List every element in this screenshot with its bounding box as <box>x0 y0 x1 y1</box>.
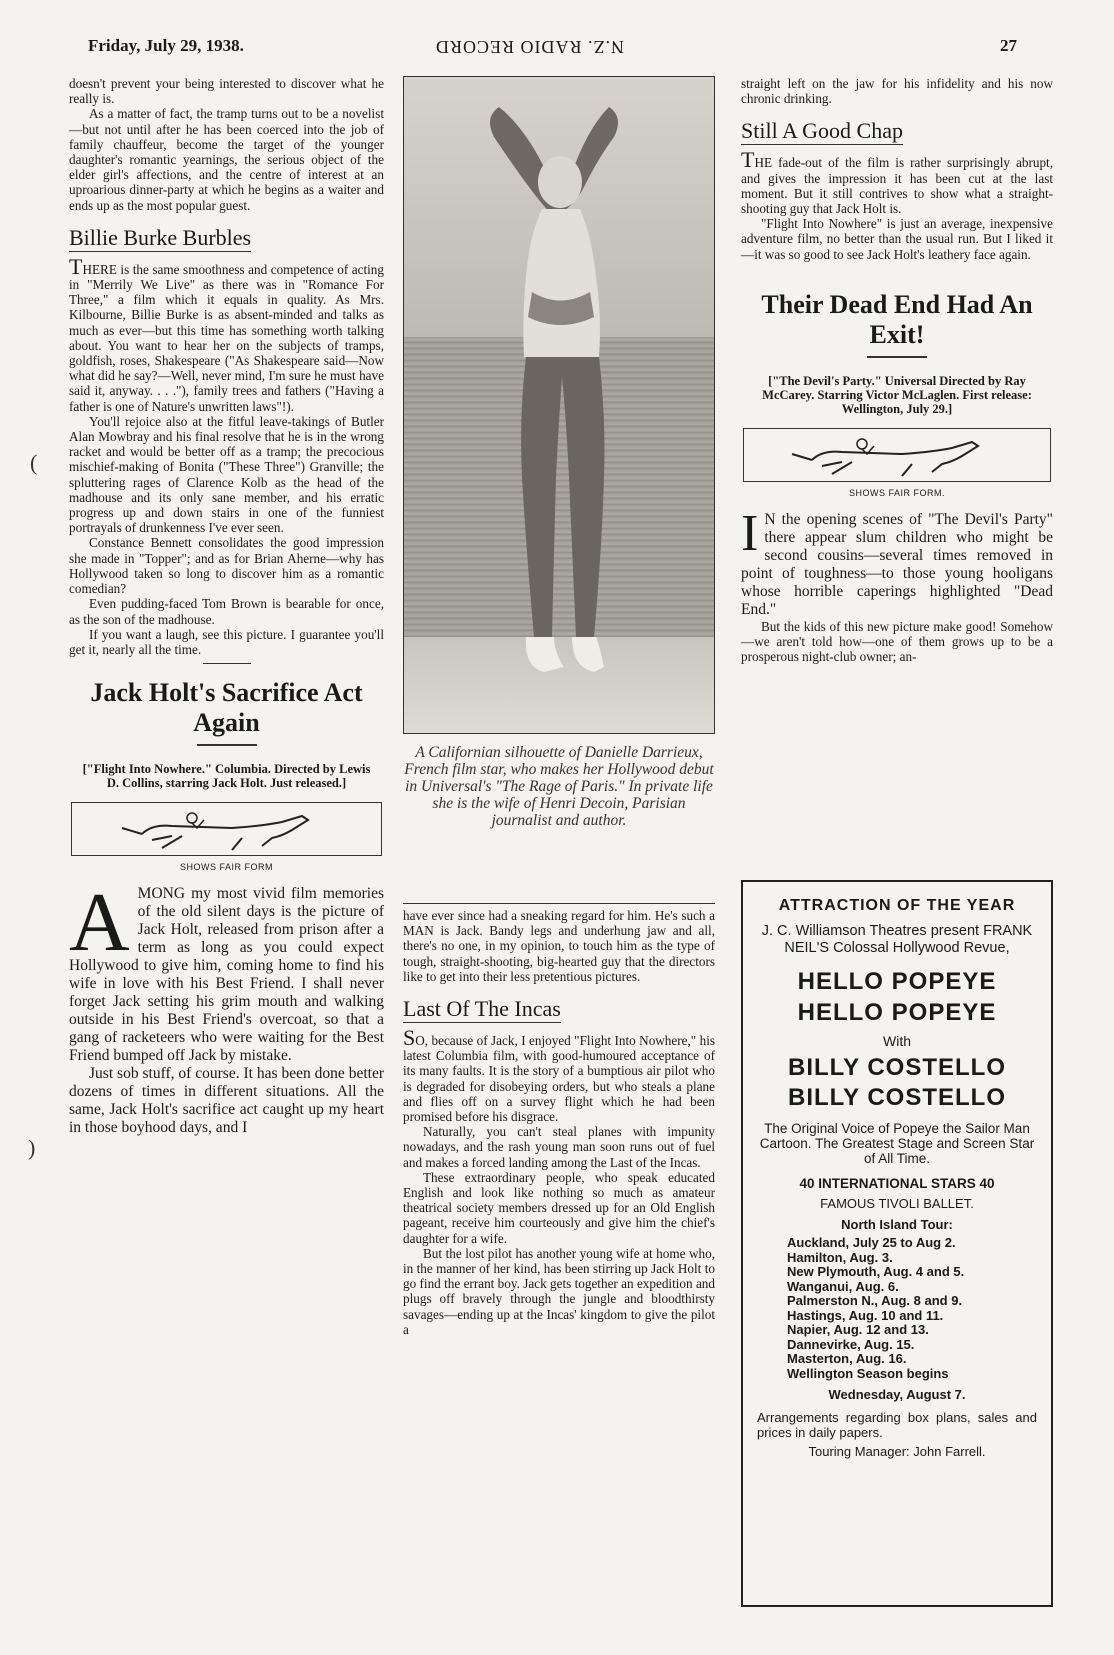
subheading: Still A Good Chap <box>741 118 903 144</box>
article-paragraph: have ever since had a sneaking regard for him. He's such a MAN is Jack. Bandy legs and underhung jaw and all, there's no one, in my opinion, to touch him as the type of tough, straight-shooting, big-hearted guy that the directors like to get into their less pretentious pictures. <box>403 908 715 984</box>
ad-title: ATTRACTION OF THE YEAR <box>778 897 1016 914</box>
tour-stop: Hastings, Aug. 10 and 11. <box>787 1307 944 1323</box>
ad-tour-list <box>787 1236 1041 1381</box>
cartoon-caption: SHOWS FAIR FORM. <box>848 487 945 498</box>
tour-stop: Wellington Season begins <box>787 1365 949 1381</box>
paragraph-text: N the opening scenes of "The Devil's Party" there appear slum children who might be second cousins—several times removed in point of toughness—to those young hooligans whose horrible caperings highlighted "Dead End." <box>741 511 1053 619</box>
article-headline: Their Dead End Had An Exit! <box>761 289 1033 349</box>
ad-with: With <box>883 1033 911 1049</box>
article-paragraph: Just sob stuff, of course. It has been done better dozens of times in different situations. All the same, Jack Holt's sacrifice act caught up my heart in those boyhood days, and I <box>69 1065 384 1137</box>
tour-stop: Masterton, Aug. 16. <box>787 1351 907 1366</box>
tour-stop: Palmerston N., Aug. 8 and 9. <box>787 1293 963 1308</box>
article-paragraph: straight left on the jaw for his infidelity and his now chronic drinking. <box>741 76 1053 107</box>
margin-bracket-mark: ) <box>28 1135 36 1160</box>
popeye-revue-advertisement <box>741 880 1053 1607</box>
drop-cap: A <box>69 876 130 970</box>
woman-silhouette <box>404 77 716 735</box>
article-headline: Jack Holt's Sacrifice Act Again <box>90 678 363 738</box>
header-page-number: 27 <box>1000 36 1017 55</box>
drop-cap: I <box>741 505 759 563</box>
ad-description: The Original Voice of Popeye the Sailor Man Cartoon. The Greatest Stage and Screen Star of All Time. <box>759 1121 1035 1166</box>
subheading: Billie Burke Burbles <box>69 224 252 250</box>
margin-bracket-mark: ( <box>30 450 38 475</box>
racehorse-icon <box>782 432 1012 480</box>
tour-stop: Napier, Aug. 12 and 13. <box>787 1322 929 1337</box>
initial-letter: T <box>741 147 755 173</box>
article-paragraph: doesn't prevent your being interested to discover what he really is. <box>69 76 384 107</box>
column-2 <box>403 908 715 1337</box>
divider <box>203 663 251 664</box>
header-date: Friday, July 29, 1938. <box>88 36 244 55</box>
initial-letter: S <box>403 1025 416 1051</box>
horse-rating-cartoon <box>71 802 382 856</box>
article-paragraph <box>403 1025 715 1125</box>
article-paragraph: These extraordinary people, who speak educated English and look like nothing so much as amateur theatrical society members dressed up for an Old English pageant, receive him courteously and give him the chief's daughter for a wife. <box>403 1169 715 1246</box>
photo-caption: A Californian silhouette of Danielle Darrieux, French film star, who makes her Hollywood debut in Universal's "The Rage of Paris." In private life she is the wife of Henri Decoin, Parisian journalist and author. <box>404 744 714 829</box>
tour-stop: Dannevirke, Aug. 15. <box>787 1336 915 1352</box>
subheading: Last Of The Incas <box>403 996 561 1022</box>
cartoon-caption: SHOWS FAIR FORM <box>180 862 273 873</box>
article-paragraph <box>69 876 384 1065</box>
article-paragraph: "Flight Into Nowhere" is just an average, inexpensive adventure film, no better than the usual run. But I liked it—it was so good to see Jack Holt's leathery face again. <box>741 216 1053 262</box>
paragraph-text: O, because of Jack, I enjoyed "Flight Into Nowhere," his latest Columbia film, with good-humoured acceptance of its many faults. It is the story of a bumptious air pilot who is degraded for disobeying orders, but who steals a plane and flies off on a survey flight which he had been promised before his disgrace. <box>403 1033 715 1125</box>
article-paragraph: But the lost pilot has another young wife at home who, in the manner of her kind, has been stirring up Jack Holt to go find the errant boy. Jack gets together an expedition and plugs off bravely through the jungle and bloodthirsty savages—ending up at the Incas' kingdom to give the pilot a <box>403 1245 715 1337</box>
article-paragraph <box>741 147 1053 217</box>
ad-star-name: BILLY COSTELLO <box>787 1054 1007 1081</box>
article-paragraph <box>69 253 384 414</box>
tour-stop: Wanganui, Aug. 6. <box>787 1278 899 1294</box>
film-credits: ["Flight Into Nowhere." Columbia. Directed by Lewis D. Collins, starring Jack Holt. Just released.] <box>82 762 371 791</box>
horse-rating-cartoon <box>743 428 1051 482</box>
ad-season-date: Wednesday, August 7. <box>828 1387 966 1402</box>
paragraph-text: HERE is the same smoothness and competence of acting in "Merrily We Live" as there was in "Romance For Three," a film which it equals in quality. As Mrs. Kilbourne, Billie Burke is as absent-minded and talks as much as ever—but this time has something worth talking about. You want to hear her on the subjects of tramps, goldfish, roses, Shakespeare ("As Shakespeare said—Now what did he say?—Well, never mind, I'm sure he must have said it, anyway. . . ."), family trees and fathers ("Having a father is one of Nature's unwritten laws"!). <box>69 261 384 414</box>
film-credits: ["The Devil's Party." Universal Directed by Ray McCarey. Starring Victor McLaglen. First release: Wellington, July 29.] <box>762 373 1032 416</box>
ad-arrangements: Arrangements regarding box plans, sales and prices in daily papers. <box>757 1410 1037 1440</box>
divider <box>197 744 257 746</box>
ad-manager: Touring Manager: John Farrell. <box>808 1444 986 1459</box>
column-1 <box>69 76 384 1137</box>
paragraph-text: MONG my most vivid film memories of the old silent days is the picture of Jack Holt, released from prison after a term as long as you could expect Hollywood to give him, coming home to find his wife in love with his Best Friend. I shall never forget Jack setting his grim mouth and walking outside in his Best Friend's overcoat, so that a gang of racketeers who were waiting for the Best Friend bumped off Jack by mistake. <box>69 885 384 1065</box>
ad-show-title: HELLO POPEYE <box>797 999 997 1026</box>
ad-ballet: FAMOUS TIVOLI BALLET. <box>820 1196 974 1211</box>
column-3 <box>741 76 1053 665</box>
divider <box>867 356 927 358</box>
article-paragraph: Even pudding-faced Tom Brown is bearable for once, as the son of the madhouse. <box>69 596 384 627</box>
ad-presenter: J. C. Williamson Theatres present FRANK NEIL'S Colossal Hollywood Revue, <box>761 923 1033 956</box>
paragraph-text: HE fade-out of the film is rather surprisingly abrupt, and gives the impression it has been cut at the last moment. But it still contrives to show what a straight-shooting guy that Jack Holt is. <box>741 155 1053 217</box>
article-paragraph: But the kids of this new picture make good! Somehow—we aren't told how—one of them grows up to be a prosperous night-club owner; an- <box>741 619 1053 665</box>
article-paragraph: You'll rejoice also at the fitful leave-takings of Butler Alan Mowbray and his final resolve that he is in the wrong racket and would be better off as a tramp; the precocious mischief-making of Bonita ("These Three") Granville; the spluttering rages of Clarence Kolb as the head of the madhouse and its only sane member, and his erratic progress up and down stairs in one of the funniest portrayals of drunkenness I've ever seen. <box>69 413 384 536</box>
header-publication: N.Z. RADIO RECORD <box>435 37 625 57</box>
racehorse-icon <box>112 806 342 854</box>
article-paragraph: If you want a laugh, see this picture. I guarantee you'll get it, nearly all the time. <box>69 626 384 657</box>
article-paragraph: As a matter of fact, the tramp turns out to be a novelist—but not until after he has been coerced into the job of family chauffeur, become the target of the younger daughter's romantic yearnings, the serious object of the elder girl's affections, and the centre of interest at an uproarious dinner-party at which he begins as a waiter and ends up as the most popular guest. <box>69 106 384 213</box>
divider <box>403 903 715 904</box>
ad-tour-title: North Island Tour: <box>841 1217 953 1232</box>
ad-show-title: HELLO POPEYE <box>797 968 997 995</box>
article-paragraph <box>741 505 1053 619</box>
article-paragraph: Constance Bennett consolidates the good impression she made in "Topper"; and as for Brian Aherne—why has Hollywood taken so long to discover him as a romantic comedian? <box>69 535 384 597</box>
initial-letter: T <box>69 253 83 279</box>
tour-stop: Hamilton, Aug. 3. <box>787 1249 893 1265</box>
tour-stop: New Plymouth, Aug. 4 and 5. <box>787 1264 965 1279</box>
photo-danielle-darrieux <box>403 76 715 734</box>
ad-star-name: BILLY COSTELLO <box>787 1084 1007 1111</box>
ad-stars-count: 40 INTERNATIONAL STARS 40 <box>799 1176 995 1191</box>
tour-stop: Auckland, July 25 to Aug 2. <box>787 1235 956 1250</box>
article-paragraph: Naturally, you can't steal planes with impunity nowadays, and the rash young man soon runs out of fuel and makes a forced landing among the Last of the Incas. <box>403 1124 715 1170</box>
